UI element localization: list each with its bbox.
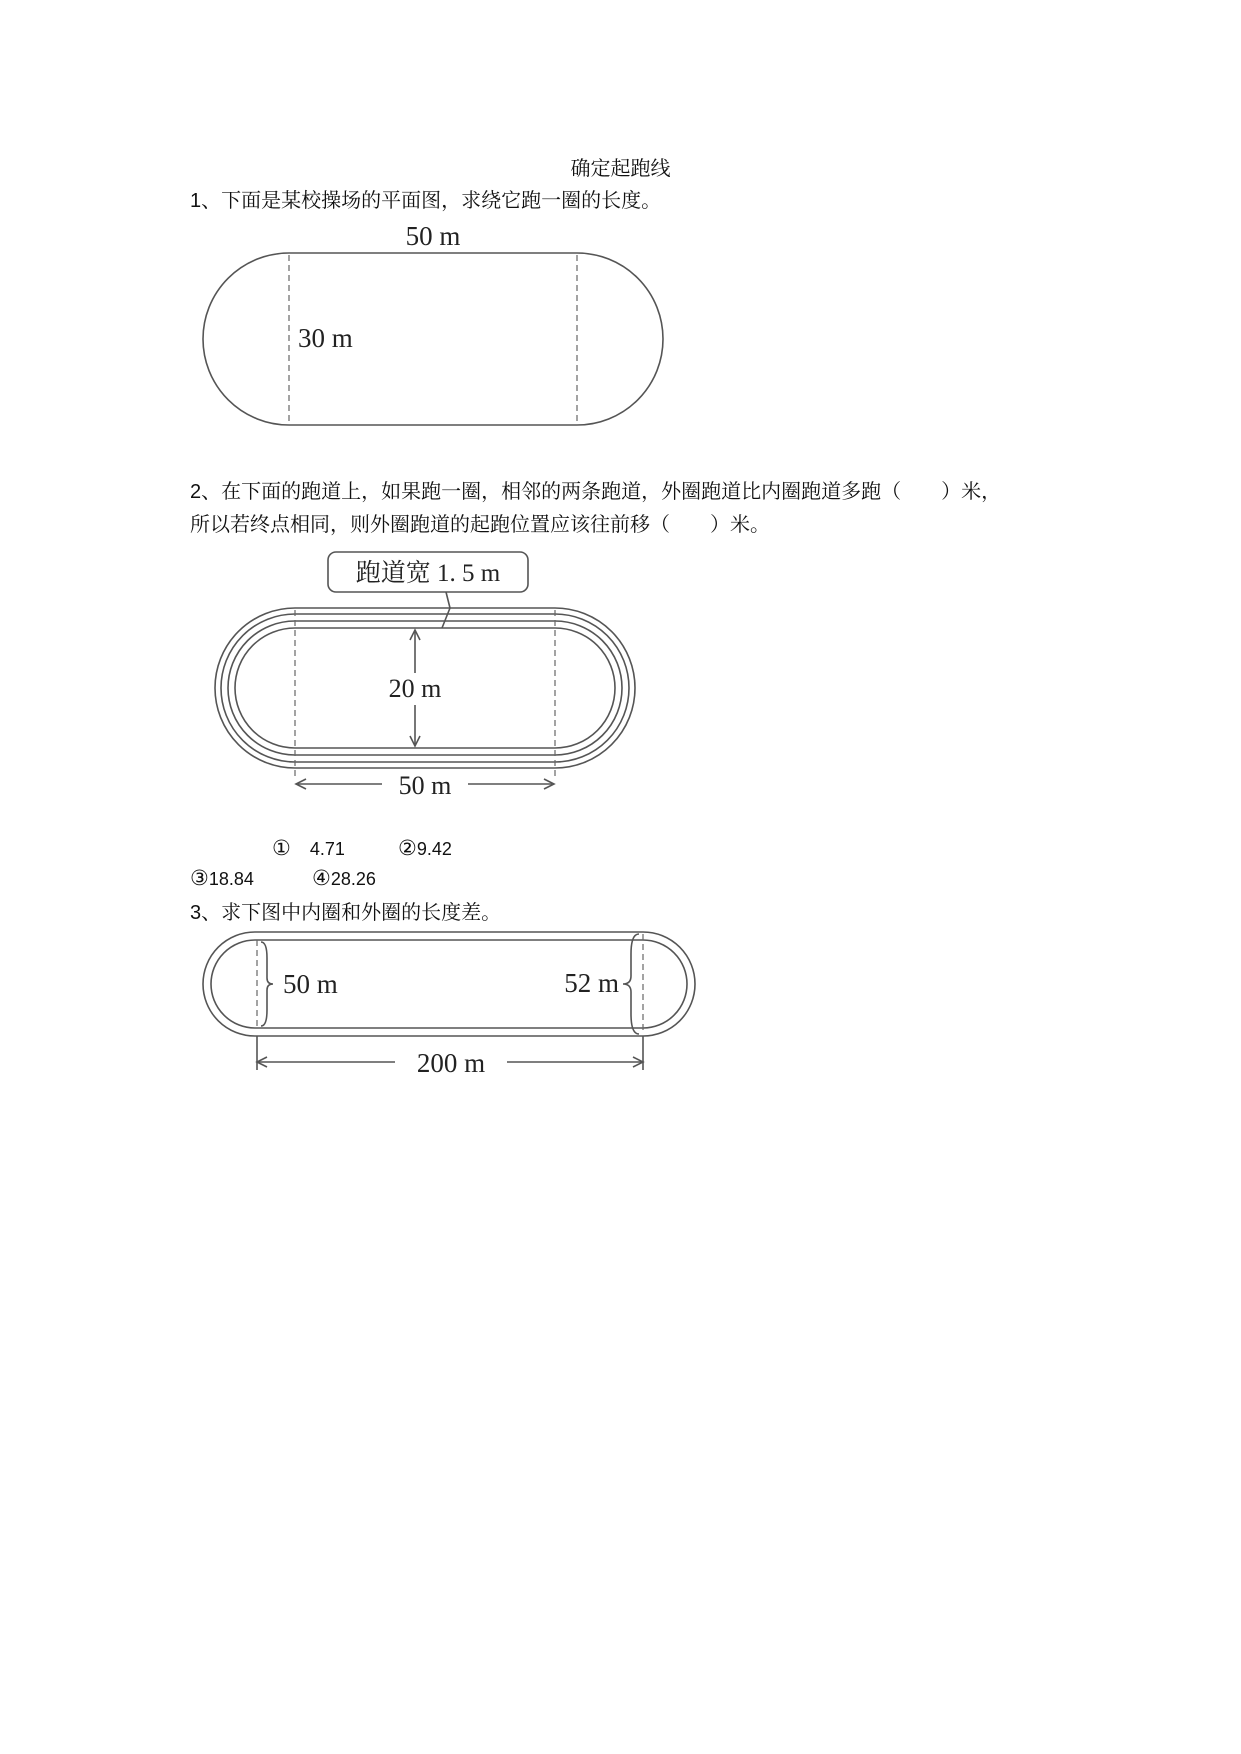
option-1-value: 4.71: [309, 839, 345, 859]
option-2-mark: ②: [398, 836, 417, 860]
page-title: 确定起跑线: [570, 156, 671, 180]
q3-outer-brace: [623, 934, 639, 1034]
q1-length-label: 50 m: [405, 221, 461, 251]
q3-length-label: 200 m: [416, 1048, 486, 1078]
question-3-text: 、求下图中内圈和外圈的长度差。: [201, 900, 502, 924]
q3-outer-label: 52 m: [564, 968, 619, 998]
question-1-text: 、下面是某校操场的平面图，求绕它跑一圈的长度。: [201, 188, 662, 212]
q2-length-label: 50 m: [398, 771, 452, 800]
q1-track-outline: [203, 253, 663, 425]
option-2-value: 9.42: [416, 839, 452, 859]
q3-outer-lane: [203, 932, 695, 1036]
question-2-text-line-1: 、在下面的跑道上，如果跑一圈，相邻的两条跑道，外圈跑道比内圈跑道多跑（ ）米，: [201, 479, 1002, 503]
question-3-number: 3: [190, 902, 202, 924]
q1-track-figure: [190, 215, 680, 435]
q3-inner-label: 50 m: [283, 969, 338, 999]
q1-width-label: 30 m: [298, 323, 353, 353]
option-2: [398, 836, 452, 860]
option-3: [190, 866, 254, 890]
question-2-line-2: 所以若终点相同，则外圈跑道的起跑位置应该往前移（ ）米。: [190, 512, 770, 536]
q3-track-figure: [195, 928, 725, 1078]
option-4-mark: ④: [312, 866, 331, 890]
question-2-line-1: [190, 477, 1001, 506]
q3-inner-brace: [261, 942, 273, 1026]
option-1: [272, 836, 345, 860]
option-4-value: 28.26: [330, 869, 376, 889]
question-3: [190, 898, 501, 927]
question-1: [190, 186, 661, 215]
option-3-value: 18.84: [208, 869, 254, 889]
q2-width-label: 20 m: [388, 674, 442, 703]
q2-lane-label: 跑道宽 1. 5 m: [355, 560, 501, 587]
question-1-number: 1: [190, 190, 202, 212]
option-3-mark: ③: [190, 866, 209, 890]
option-4: [312, 866, 376, 890]
option-1-mark: ①: [272, 836, 291, 860]
q2-lane-pointer: [442, 592, 450, 628]
q2-track-figure: [210, 548, 650, 808]
question-2-number: 2: [190, 481, 202, 503]
